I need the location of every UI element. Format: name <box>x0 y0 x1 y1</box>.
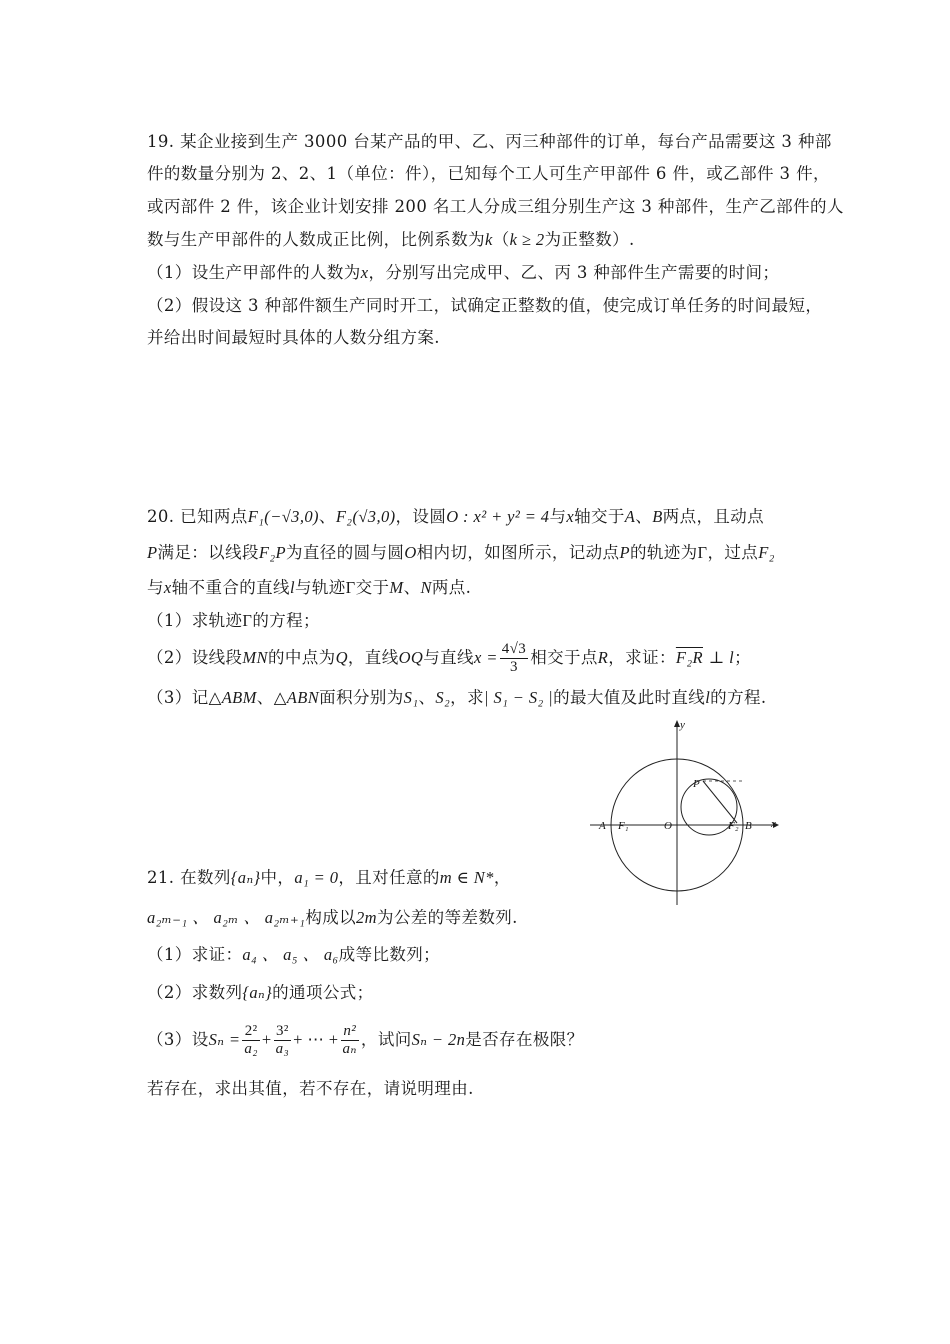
q20-l1-c: ，设圆 <box>395 507 447 526</box>
q19-line-3: 或丙部件 2 件，该企业计划安排 200 名工人分成三组分别生产这 3 种部件，生产乙部件的人 <box>147 197 844 216</box>
q19-part-2: （2）假设这 3 种部件额生产同时开工，试确定正整数的值，使完成订单任务的时间最短， <box>147 296 823 315</box>
q21-p1-b: 成等比数列； <box>338 945 441 964</box>
q21-p3-b: ，试问 <box>360 1030 412 1049</box>
q20-S2: S₂ <box>435 688 451 707</box>
q20-O: O <box>404 543 417 562</box>
q21-frac-3 <box>341 1023 359 1058</box>
q20-part-3 <box>147 686 767 710</box>
q20-l2-a: 满足：以线段 <box>157 543 259 562</box>
q20-Gamma: Γ <box>697 543 708 562</box>
q20-p3-f: 的最大值及此时直线 <box>553 688 706 707</box>
q20-p3-b: 、△ <box>256 688 287 707</box>
q21-p2-a: （2）求数列 <box>147 983 243 1002</box>
q20-MN: MN <box>242 648 268 667</box>
q20-circle-eq: O : x² + y² = 4 <box>446 507 550 526</box>
q20-p1-b: 的方程； <box>252 611 320 630</box>
q20-l1-g: 两点，且动点 <box>662 507 765 526</box>
q20-perp: ⊥ l <box>708 648 735 667</box>
q20-l3-b: 轴不重合的直线 <box>171 578 290 597</box>
q19-l4-paren: （ <box>492 230 510 249</box>
q21-part-2 <box>147 981 374 1005</box>
q21-p3-a: （3）设 <box>147 1030 209 1049</box>
q20-frac-den: 3 <box>510 659 518 675</box>
label-F1: F₁ <box>618 820 629 832</box>
q20-l1-d: 与 <box>549 507 567 526</box>
q19-l4-end: 为正整数）. <box>544 230 635 249</box>
q21-frac-2-num: 3² <box>274 1023 292 1041</box>
q20-p3-a: （3）记△ <box>147 688 222 707</box>
q20-l3-d: 交于 <box>355 578 390 597</box>
q20-p2-e: 相交于点 <box>530 648 598 667</box>
q20-OQ: OQ <box>398 648 424 667</box>
q19-line-1: 19. 某企业接到生产 3000 台某产品的甲、乙、丙三种部件的订单，每台产品需要这 3 种部 <box>147 132 832 151</box>
segment-F2P <box>703 781 737 823</box>
q21-p2-seq: {aₙ} <box>242 983 273 1002</box>
q20-R: R <box>597 648 609 667</box>
q20-p1-Gamma: Γ <box>242 611 253 630</box>
ellipse-figure <box>585 715 785 910</box>
q21-line-2 <box>147 906 518 930</box>
q20-l3-Gamma: Γ <box>345 578 356 597</box>
q21-p1-terms: a₄ 、 a₅ 、 a₆ <box>242 945 339 964</box>
q21-frac-2 <box>274 1023 292 1058</box>
q20-l1-text: 20. 已知两点 <box>147 507 248 526</box>
q20-l3-c: 与轨迹 <box>294 578 346 597</box>
q20-abs-diff: | S₁ − S₂ | <box>483 688 554 707</box>
q20-x-eq: x = <box>473 648 498 667</box>
q20-p2-a: （2）设线段 <box>147 648 243 667</box>
q20-p3-c: 面积分别为 <box>319 688 404 707</box>
q21-part-3: （3）设Sₙ = $\frac{\text{2²}}{\text{a₂}}$ + $\frac{\text{3²}}{\text{a₃}}$ + ⋯ + $\frac{\text{n²}}{\text{aₙ}}$ ，试问Sₙ − 2n是否存在极限？ <box>147 1023 584 1057</box>
q20-part-2 <box>147 638 751 678</box>
q21-l2-a: 构成以 <box>305 908 357 927</box>
q19-p1-text: （1）设生产甲部件的人数为 <box>147 263 361 282</box>
q20-l3-f: 两点. <box>431 578 472 597</box>
q21-frac-3-den: aₙ <box>342 1041 357 1057</box>
q20-l1-x: x <box>566 507 575 526</box>
q21-dots: + ⋯ + <box>293 1030 339 1049</box>
label-y: y <box>680 719 685 731</box>
q20-sep: 、 <box>318 507 336 526</box>
q20-M: M <box>389 578 404 597</box>
q21-p2-b: 的通项公式； <box>272 983 374 1002</box>
q20-N: N <box>420 578 432 597</box>
q21-frac-1-den: a₂ <box>244 1041 258 1057</box>
q20-p3-d: 、 <box>418 688 436 707</box>
q20-P2: P <box>619 543 630 562</box>
q20-p2-d: 与直线 <box>423 648 474 667</box>
q21-part-1 <box>147 943 440 967</box>
label-O: O <box>664 820 672 832</box>
q20-f1: F₁(−√3,0) <box>247 507 319 526</box>
label-F2: F₂ <box>728 820 739 832</box>
q21-l1-b: 中， <box>260 868 295 887</box>
q20-fraction <box>500 641 528 676</box>
q20-l2-c: 相内切，如图所示，记动点 <box>416 543 620 562</box>
q19-k: k <box>485 230 493 249</box>
q20-l2-d: 的轨迹为 <box>629 543 698 562</box>
q19-k-condition: k ≥ 2 <box>509 230 545 249</box>
q20-l1-e: 轴交于 <box>574 507 625 526</box>
q21-frac-1 <box>242 1023 260 1058</box>
q19-p1-end: ，分别写出完成甲、乙、丙 3 种部件生产需要的时间； <box>368 263 780 282</box>
q21-l1-d: ， <box>493 868 511 887</box>
q21-line-1 <box>147 866 511 890</box>
q21-frac-2-den: a₃ <box>275 1041 290 1057</box>
q19-part-1 <box>147 261 779 285</box>
q20-l2-e: ，过点 <box>707 543 759 562</box>
label-A: A <box>599 820 606 832</box>
q20-line-2 <box>147 541 775 565</box>
q21-line-last: 若存在，求出其值，若不存在，请说明理由. <box>147 1079 474 1098</box>
q20-l2-b: 为直径的圆与圆 <box>286 543 405 562</box>
q20-p3-g: 的方程. <box>710 688 767 707</box>
q20-Q: Q <box>335 648 348 667</box>
q21-seq: {aₙ} <box>230 868 261 887</box>
q20-frac-num: 4√3 <box>501 641 527 657</box>
q20-F2-point: F₂ <box>758 543 775 562</box>
q20-l1-f: 、 <box>635 507 653 526</box>
label-B: B <box>745 820 752 832</box>
q20-S1: S₁ <box>403 688 419 707</box>
q20-l3-a: 与 <box>147 578 164 597</box>
q20-line-1 <box>147 505 764 529</box>
q21-l1-c: ，且对任意的 <box>338 868 440 887</box>
q21-l2-b: 为公差的等差数列. <box>376 908 518 927</box>
q20-line-3 <box>147 576 471 600</box>
q20-part-1 <box>147 609 320 633</box>
q20-f2: F₂(√3,0) <box>335 507 396 526</box>
q20-ABM: ABM <box>221 688 257 707</box>
q19-l4-text: 数与生产甲部件的人数成正比例，比例系数为 <box>147 230 485 249</box>
q21-p3-c: 是否存在极限？ <box>465 1030 584 1049</box>
q20-l1-A: A <box>624 507 636 526</box>
q20-p2-b: 的中点为 <box>267 648 336 667</box>
q21-a1: a₁ = 0 <box>294 868 339 887</box>
q19-p1-x: x <box>360 263 369 282</box>
q20-vector-F2R: F₂R <box>675 648 703 667</box>
q20-F2P: F₂P <box>258 543 286 562</box>
q21-l1-a: 21. 在数列 <box>147 868 231 887</box>
q20-p1-a: （1）求轨迹 <box>147 611 243 630</box>
q20-l3-x: x <box>163 578 172 597</box>
q21-frac-1-num: 2² <box>242 1023 260 1041</box>
q21-terms: a₂ₘ₋₁ 、 a₂ₘ 、 a₂ₘ₊₁ <box>147 908 306 927</box>
q20-p3-l: l <box>705 688 711 707</box>
q19-part-2-cont: 并给出时间最短时具体的人数分组方案. <box>147 328 440 347</box>
q20-p2-g: ； <box>734 648 751 667</box>
q20-p3-e: ，求 <box>450 688 484 707</box>
label-x: x <box>771 818 776 830</box>
q21-Sn: Sₙ = <box>208 1030 241 1049</box>
q19-line-4 <box>147 228 635 252</box>
q19-line-2: 件的数量分别为 2、2、1（单位：件），已知每个工人可生产甲部件 6 件，或乙部件 3 件， <box>147 164 830 183</box>
q21-p1-a: （1）求证： <box>147 945 243 964</box>
q20-l3-l: l <box>289 578 295 597</box>
q20-p2-c: ，直线 <box>347 648 399 667</box>
q20-P: P <box>147 543 158 562</box>
q20-l3-e: 、 <box>403 578 421 597</box>
q20-p2-f: ，求证： <box>608 648 676 667</box>
q21-m-in-N: m ∈ N* <box>439 868 494 887</box>
q20-l1-B: B <box>652 507 663 526</box>
q20-ABN: ABN <box>286 688 320 707</box>
label-P: P <box>693 778 700 790</box>
q21-frac-3-num: n² <box>341 1023 359 1041</box>
q21-2m: 2m <box>356 908 377 927</box>
q21-Sn-minus-2n: Sₙ − 2n <box>411 1030 466 1049</box>
